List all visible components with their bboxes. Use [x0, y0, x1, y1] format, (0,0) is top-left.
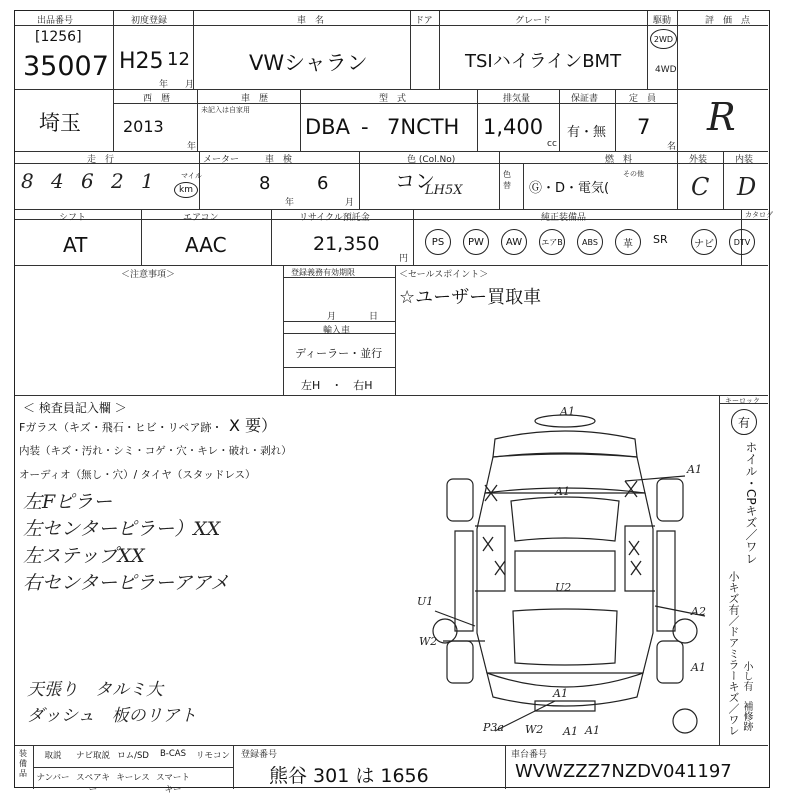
damage-mark: W2 — [419, 635, 438, 648]
equipment-item: 革 — [615, 229, 641, 255]
handle: 左H ・ 右H — [301, 379, 373, 392]
type-dash: - — [361, 115, 369, 139]
first-reg-month: 12 — [167, 49, 190, 70]
color-label: 色 (Col.No) — [407, 155, 456, 165]
tachometer-label: メーター — [203, 155, 240, 165]
handwritten-line: 天張り タルミ大 — [27, 680, 163, 700]
inspection-label: 車 検 — [265, 155, 293, 165]
selling-point: ☆ユーザー買取車 — [399, 287, 542, 308]
recycle-label: リサイクル預託金 — [299, 213, 370, 223]
model-label: 車 名 — [297, 16, 325, 26]
equipment-item: AW — [501, 229, 527, 255]
recycle: 21,350 — [313, 233, 380, 255]
first-reg-label: 初度登録 — [131, 16, 168, 26]
expiry-label: 登録義務有効期限 — [291, 268, 355, 277]
expiry-month-unit: 月 — [327, 312, 337, 322]
footer-cell: ロム/SD — [117, 751, 149, 761]
inspection-year: 8 — [259, 173, 271, 194]
ac: AAC — [185, 233, 227, 257]
mileage-digit: 2 — [111, 169, 124, 193]
exterior: C — [691, 173, 710, 201]
mileage-digit: 8 — [21, 169, 34, 193]
footer-cell: B-CAS — [159, 749, 187, 759]
capacity-unit: 名 — [667, 142, 677, 152]
damage-mark: U2 — [555, 581, 572, 594]
plate-label: 登録番号 — [241, 750, 278, 760]
score-label: 評 価 点 — [705, 16, 751, 26]
color-change-label: 色替 — [503, 170, 511, 190]
import-type: ディーラー・並行 — [295, 347, 383, 360]
door-label: ドア — [415, 16, 433, 26]
type-prefix: DBA — [305, 115, 350, 139]
key-label: キーロック — [725, 397, 760, 405]
inspection-month: 6 — [317, 173, 329, 194]
year-label: 西 暦 — [143, 94, 171, 104]
lot-label: 出品番号 — [37, 16, 74, 26]
footer-cell: スマートキー — [156, 773, 190, 795]
equipment-item: SR — [653, 233, 668, 246]
damage-mark: A1 — [585, 724, 600, 737]
shift: AT — [63, 233, 88, 257]
footer-cell: スペアキー — [76, 773, 110, 795]
key-mark: 有 — [731, 409, 757, 435]
region: 埼玉 — [39, 111, 81, 135]
footer-cell: リモコン — [195, 751, 230, 761]
equipment-item: PW — [463, 229, 489, 255]
damage-mark: P3a — [483, 721, 504, 734]
lot-sub: [1256] — [35, 29, 82, 45]
damage-mark: A1 — [560, 405, 575, 418]
damage-mark: A2 — [691, 605, 706, 618]
audio-line: オーディオ（無し・穴）/ タイヤ（スタッドレス） — [19, 469, 256, 481]
handwritten-line: ダッシュ 板のリアト — [27, 706, 197, 726]
handwritten-line: 左センターピラー）XX — [23, 518, 221, 540]
footer-side-label: 装備品 — [19, 749, 27, 778]
cc-unit: cc — [547, 139, 557, 149]
type-label: 型 式 — [379, 94, 407, 104]
footer-cell: キーレス — [116, 773, 150, 783]
inspection-year-unit: 年 — [285, 198, 295, 208]
model-name: VWシャラン — [249, 51, 368, 75]
footer-cell: ナンバー — [36, 773, 70, 783]
mileage-digit: 1 — [141, 169, 154, 193]
damage-mark: A1 — [687, 463, 702, 476]
month-unit: 月 — [185, 80, 195, 90]
equipment-item: ナビ — [691, 229, 717, 255]
selling-label: ＜セールスポイント＞ — [399, 270, 489, 280]
fuel-other: その他 — [623, 170, 644, 178]
expiry-day-unit: 日 — [369, 312, 379, 322]
car-diagram — [415, 401, 715, 741]
plate: 熊谷 301 は 1656 — [269, 765, 429, 787]
mileage-digit: 4 — [51, 169, 64, 193]
equipment-list — [425, 229, 765, 257]
drive-4wd: 4WD — [655, 65, 677, 75]
damage-mark: W2 — [525, 723, 544, 736]
side-notes-3: 小し有 補修跡 — [741, 661, 752, 731]
footer-cell: 取説 — [44, 751, 62, 761]
color: コン — [395, 169, 435, 193]
color-code: LH5X — [425, 183, 463, 198]
yen-unit: 円 — [399, 254, 409, 264]
grade-label: グレード — [515, 16, 552, 26]
displacement: 1,400 — [483, 115, 544, 139]
footer-cell: ナビ取説 — [75, 751, 110, 761]
year-unit: 年 — [159, 80, 169, 90]
fuel: Ⓖ・D・電気( — [529, 181, 610, 196]
card-label: カタログ — [745, 211, 773, 219]
warranty: 有・無 — [567, 125, 607, 140]
auction-sheet — [14, 10, 773, 795]
year-unit-2: 年 — [187, 142, 197, 152]
import-label: 輸入車 — [323, 326, 351, 336]
equipment-item: エアB — [539, 229, 565, 255]
mile-label: マイル — [181, 172, 202, 180]
capacity: 7 — [637, 115, 651, 139]
damage-mark: A1 — [691, 661, 706, 674]
interior-line: 内装（キズ・汚れ・シミ・コゲ・穴・キレ・破れ・剥れ） — [19, 445, 292, 457]
history-note: 未記入は自家用 — [201, 106, 250, 114]
damage-mark: A1 — [563, 725, 578, 738]
interior: D — [737, 173, 757, 201]
score: R — [707, 95, 736, 139]
equip-label: 純正装備品 — [541, 213, 587, 223]
drive-label: 駆動 — [653, 16, 672, 26]
windshield-mark: X 要） — [229, 416, 278, 435]
type-code: 7NCTH — [387, 115, 460, 139]
damage-mark: A1 — [553, 687, 568, 700]
drive-2wd: 2WD — [650, 29, 677, 49]
damage-mark: A1 — [555, 485, 570, 498]
mileage-digit: 6 — [81, 169, 94, 193]
first-reg-era: H25 — [119, 49, 164, 74]
warranty-label: 保証書 — [571, 94, 599, 104]
capacity-label: 定 員 — [629, 94, 657, 104]
handwritten-line: 右センターピラーアアメ — [23, 572, 230, 594]
inspection-month-unit: 月 — [345, 198, 355, 208]
vin-label: 車台番号 — [511, 750, 548, 760]
history-label: 車 歴 — [241, 94, 269, 104]
footer-cells-top — [33, 749, 233, 765]
year: 2013 — [123, 117, 164, 136]
km-label: km — [174, 182, 198, 198]
equipment-item: ABS — [577, 229, 603, 255]
exterior-label: 外装 — [689, 155, 708, 165]
vin: WVWZZZ7NZDV041197 — [515, 761, 732, 782]
caution-label: ＜注意事項＞ — [121, 270, 176, 280]
side-notes-2: 小キズ有／ドアミラーキズ／ワレ — [727, 571, 740, 736]
handwritten-line: 左Fピラー — [23, 491, 113, 513]
handwritten-line: 左ステップXX — [23, 545, 145, 567]
mileage-label: 走 行 — [87, 155, 115, 165]
displacement-label: 排気量 — [503, 94, 531, 104]
windshield-line: Fガラス（キズ・飛石・ヒビ・リペア跡・ — [19, 421, 223, 434]
lot-number: 35007 — [23, 51, 109, 82]
grade: TSIハイラインBMT — [465, 51, 622, 72]
equipment-item: PS — [425, 229, 451, 255]
interior-label: 内装 — [735, 155, 754, 165]
damage-mark: U1 — [417, 595, 434, 608]
shift-label: シフト — [59, 213, 87, 223]
ac-label: エアコン — [183, 213, 219, 223]
equipment-item: DTV — [729, 229, 755, 255]
side-notes: ホイル・CPキズ／ワレ — [744, 441, 758, 565]
inspector-label: ＜ 検査員記入欄 ＞ — [23, 401, 127, 415]
fuel-label: 燃 料 — [605, 155, 633, 165]
footer-cells-bottom — [33, 771, 233, 795]
